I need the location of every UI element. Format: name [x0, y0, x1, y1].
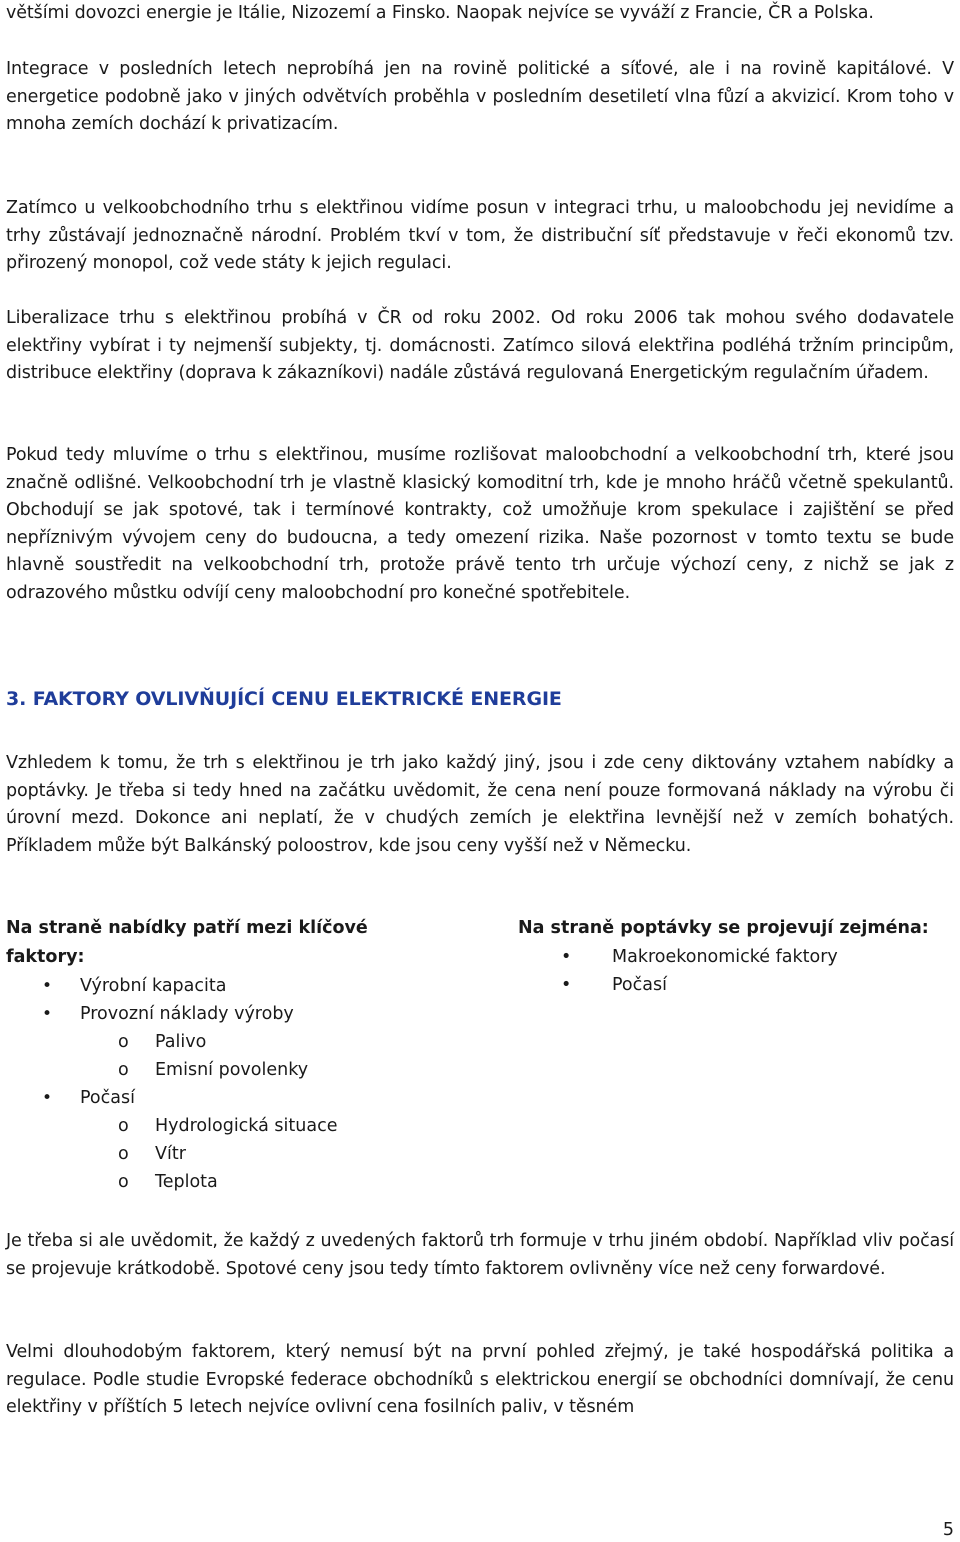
list-item-text: Výrobní kapacita	[80, 976, 227, 996]
sub-list-item	[6, 1168, 446, 1196]
sub-list-item	[6, 1056, 446, 1084]
sub-list-item-text: Teplota	[155, 1172, 218, 1192]
page-number: 5	[942, 1520, 954, 1540]
supply-factors-column	[6, 914, 446, 1196]
sub-bullet-icon: o	[118, 1172, 129, 1192]
list-item	[6, 1084, 446, 1112]
list-item	[518, 971, 958, 999]
supply-factors-list	[6, 972, 446, 1196]
sub-bullet-icon: o	[118, 1032, 129, 1052]
section-heading: 3. FAKTORY OVLIVŇUJÍCÍ CENU ELEKTRICKÉ ENERGIE	[6, 688, 562, 710]
supply-factors-title: Na straně nabídky patří mezi klíčové faktory:	[6, 918, 368, 967]
paragraph-liberalization: Liberalizace trhu s elektřinou probíhá v ČR od roku 2002. Od roku 2006 tak mohou svého dodavatele elektřiny vybírat i ty nejmenší subjekty, tj. domácnosti. Zatímco silová elektřina podléhá tržním principům, distribuce elektřiny (doprava k zákazníkovi) nadále zůstává regulovaná Energetickým regulačním úřadem.	[6, 308, 954, 383]
bullet-icon: •	[42, 976, 53, 996]
list-item	[6, 1000, 446, 1028]
sub-list-item-text: Hydrologická situace	[155, 1116, 338, 1136]
demand-factors-column	[518, 914, 958, 999]
list-item-text: Makroekonomické faktory	[612, 947, 838, 967]
paragraph-timing-of-factors: Je třeba si ale uvědomit, že každý z uvedených faktorů trh formuje v trhu jiném období. Například vliv počasí se projevuje krátkodobě. Spotové ceny jsou tedy tímto faktorem ovlivněny více než ceny forwardové.	[6, 1231, 954, 1279]
demand-factors-list	[518, 943, 958, 999]
sub-list-item	[6, 1140, 446, 1168]
bullet-icon: •	[42, 1088, 53, 1108]
sub-bullet-icon: o	[118, 1060, 129, 1080]
bullet-icon: •	[42, 1004, 53, 1024]
bullet-icon: •	[561, 975, 572, 995]
sub-bullet-icon: o	[118, 1116, 129, 1136]
sub-list-item-text: Emisní povolenky	[155, 1060, 309, 1080]
paragraph-imports-exports: většími dovozci energie je Itálie, Nizozemí a Finsko. Naopak nejvíce se vyváží z Francie, ČR a Polska.	[6, 3, 874, 23]
paragraph-wholesale-retail: Zatímco u velkoobchodního trhu s elektřinou vidíme posun v integraci trhu, u maloobchodu jej nevidíme a trhy zůstávají jednoznačně národní. Problém tkví v tom, že distribuční síť představuje v řeči ekonomů tzv. přirozený monopol, což vede státy k jejich regulaci.	[6, 198, 954, 273]
sub-list-item	[6, 1112, 446, 1140]
paragraph-economic-policy: Velmi dlouhodobým faktorem, který nemusí být na první pohled zřejmý, je také hospodářská politika a regulace. Podle studie Evropské federace obchodníků s elektrickou energií se obchodníci domnívají, že cenu elektřiny v příštích 5 letech nejvíce ovlivní cena fosilních paliv, v těsném	[6, 1342, 954, 1417]
sub-bullet-icon: o	[118, 1144, 129, 1164]
sub-list-item	[6, 1028, 446, 1056]
list-item-text: Provozní náklady výroby	[80, 1004, 294, 1024]
demand-factors-title: Na straně poptávky se projevují zejména:	[518, 918, 929, 938]
sub-list-item-text: Vítr	[155, 1144, 186, 1164]
list-item	[6, 972, 446, 1000]
sub-list-item-text: Palivo	[155, 1032, 207, 1052]
list-item-text: Počasí	[612, 975, 667, 995]
paragraph-supply-demand: Vzhledem k tomu, že trh s elektřinou je trh jako každý jiný, jsou i zde ceny diktovány vztahem nabídky a poptávky. Je třeba si tedy hned na začátku uvědomit, že cena není pouze formovaná náklady na výrobu či úrovní mezd. Dokonce ani neplatí, že v chudých zemích je elektřina levnější než v zemích bohatých. Příkladem může být Balkánský poloostrov, kde jsou ceny vyšší než v Německu.	[6, 753, 954, 856]
list-item	[518, 943, 958, 971]
paragraph-market-types: Pokud tedy mluvíme o trhu s elektřinou, musíme rozlišovat maloobchodní a velkoobchodní trh, které jsou značně odlišné. Velkoobchodní trh je vlastně klasický komoditní trh, kde je mnoho hráčů včetně spekulantů. Obchodují se jak spotové, tak i termínové kontrakty, což umožňuje krom spekulace i zajištění se před nepříznivým vývojem ceny do budoucna, a tedy omezení rizika. Naše pozornost v tomto textu se bude hlavně soustředit na velkoobchodní trh, protože právě tento trh určuje výchozí ceny, z nichž se jak z odrazového můstku odvíjí ceny maloobchodní pro konečné spotřebitele.	[6, 445, 954, 603]
bullet-icon: •	[561, 947, 572, 967]
list-item-text: Počasí	[80, 1088, 135, 1108]
paragraph-integration: Integrace v posledních letech neprobíhá jen na rovině politické a síťové, ale i na rovině kapitálové. V energetice podobně jako v jiných odvětvích proběhla v posledním desetiletí vlna fůzí a akvizicí. Krom toho v mnoha zemích dochází k privatizacím.	[6, 59, 954, 134]
